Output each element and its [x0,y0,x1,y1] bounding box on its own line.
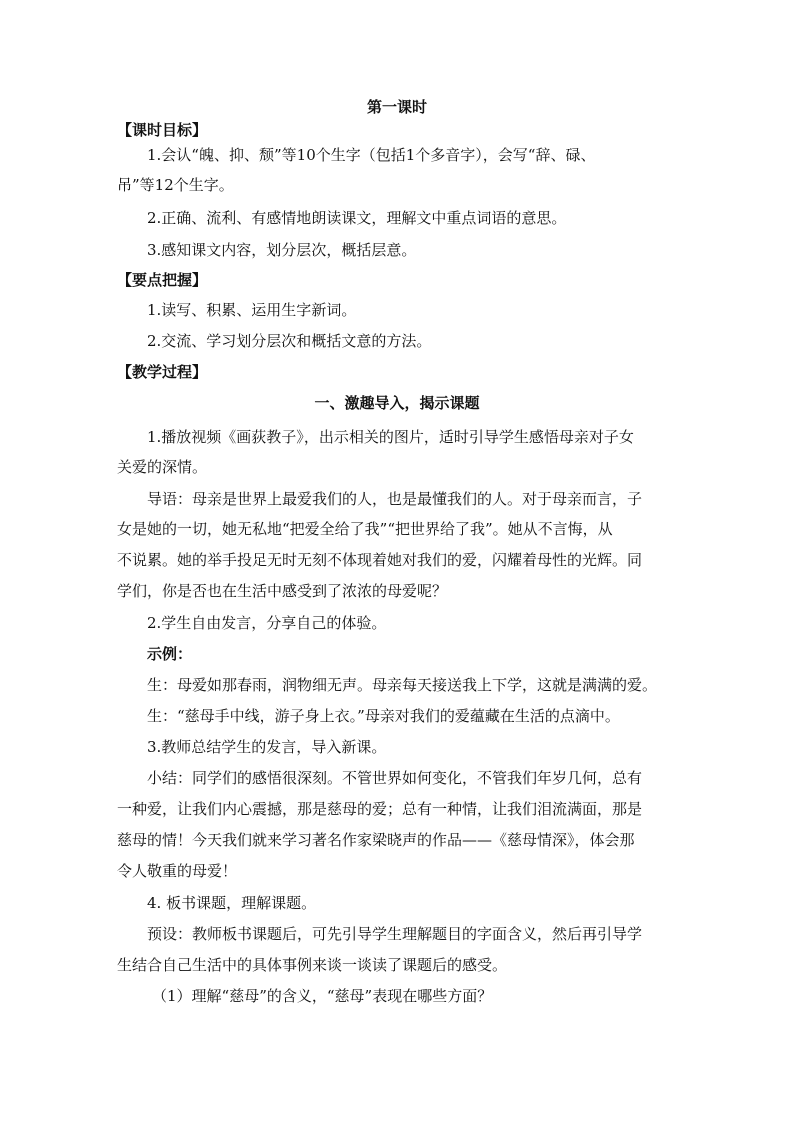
process-line-12: 小结：同学们的感悟很深刻。不管世界如何变化，不管我们年岁几何，总有 [147,769,643,787]
process-subheading: 一、激趣导入，揭示课题 [314,394,480,412]
objective-line-4: 3.感知课文内容，划分层次，概括层意。 [147,241,417,259]
process-line-19: （1）理解“慈母”的含义，“慈母”表现在哪些方面？ [152,987,493,1005]
process-line-6: 学们，你是否也在生活中感受到了浓浓的母爱呢？ [117,582,448,600]
page-title: 第一课时 [366,98,427,116]
key-point-line-2: 2.交流、学习划分层次和概括文意的方法。 [147,332,432,350]
process-line-5: 不说累。她的举手投足无时无刻不体现着她对我们的爱，闪耀着母性的光辉。同 [117,551,643,569]
process-heading: 【教学过程】 [117,363,208,381]
process-line-16: 4. 板书课题，理解课题。 [147,894,317,912]
process-line-1: 1.播放视频《画荻教子》，出示相关的图片，适时引导学生感悟母亲对子女 [147,428,634,446]
objective-line-2: 吊”等12个生字。 [117,176,234,194]
process-line-3: 导语：母亲是世界上最爱我们的人，也是最懂我们的人。对于母亲而言，子 [147,490,643,508]
key-point-line-1: 1.读写、积累、运用生字新词。 [147,301,357,319]
process-line-15: 令人敬重的母爱！ [117,862,238,880]
process-line-14: 慈母的情！今天我们就来学习著名作家梁晓声的作品——《慈母情深》，体会那 [117,831,635,849]
objective-line-3: 2.正确、流利、有感情地朗读课文，理解文中重点词语的意思。 [147,209,567,227]
key-points-heading: 【要点把握】 [117,271,208,289]
process-line-18: 生结合自己生活中的具体事例来谈一谈读了课题后的感受。 [117,956,508,974]
process-line-9: 生：母爱如那春雨，润物细无声。母亲每天接送我上下学，这就是满满的爱。 [147,676,658,694]
process-line-8: 示例： [147,645,193,663]
process-line-7: 2.学生自由发言，分享自己的体验。 [147,614,387,632]
process-line-4: 女是她的一切，她无私地“把爱全给了我”“把世界给了我”。她从不言悔，从 [117,520,613,538]
process-line-10: 生：“慈母手中线，游子身上衣。”母亲对我们的爱蕴藏在生活的点滴中。 [147,707,620,725]
process-line-13: 一种爱，让我们内心震撼，那是慈母的爱；总有一种情，让我们泪流满面，那是 [117,800,643,818]
objective-line-1: 1.会认“魄、抑、颓”等10个生字（包括1个多音字），会写“辞、碌、 [147,146,596,164]
process-line-17: 预设：教师板书课题后，可先引导学生理解题目的字面含义，然后再引导学 [147,925,643,943]
process-line-2: 关爱的深情。 [117,458,208,476]
objectives-heading: 【课时目标】 [117,121,208,139]
process-line-11: 3.教师总结学生的发言，导入新课。 [147,738,387,756]
